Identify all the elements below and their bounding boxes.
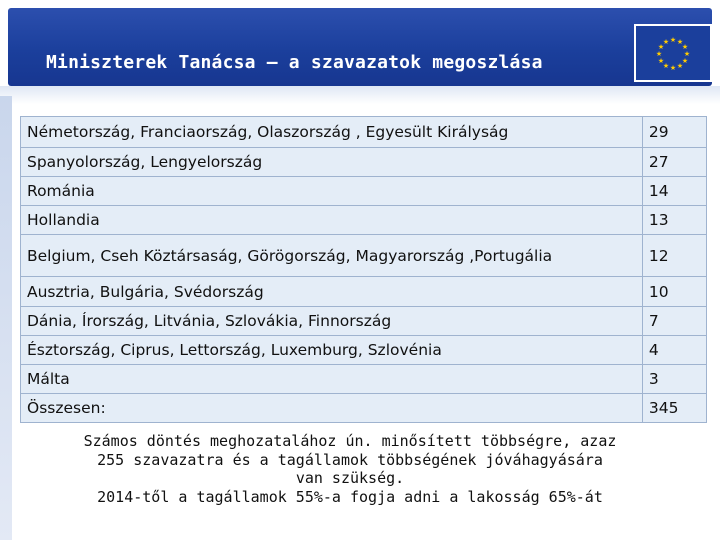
svg-text:★: ★	[657, 57, 665, 65]
votes-cell: 12	[642, 235, 706, 277]
table-row	[21, 235, 707, 277]
country-cell: Románia	[21, 177, 643, 206]
votes-cell: 10	[642, 277, 706, 307]
table-row	[21, 177, 707, 206]
total-votes-cell: 345	[642, 394, 706, 423]
svg-text:★: ★	[662, 62, 670, 70]
country-cell: Dánia, Írország, Litvánia, Szlovákia, Finnország	[21, 307, 643, 336]
footer-line-2: 255 szavazatra és a tagállamok többségének jóváhagyására	[97, 450, 603, 469]
country-cell: Németország, Franciaország, Olaszország , Egyesült Királyság	[21, 117, 643, 148]
country-cell: Észtország, Ciprus, Lettország, Luxemburg, Szlovénia	[21, 336, 643, 365]
table-row	[21, 365, 707, 394]
country-cell: Spanyolország, Lengyelország	[21, 148, 643, 177]
svg-text:★: ★	[681, 57, 689, 65]
votes-cell: 14	[642, 177, 706, 206]
svg-text:★: ★	[683, 50, 691, 58]
country-cell: Ausztria, Bulgária, Svédország	[21, 277, 643, 307]
votes-cell: 4	[642, 336, 706, 365]
svg-text:★: ★	[655, 50, 663, 58]
footer-line-1: Számos döntés meghozatalához ún. minősített többségre, azaz	[83, 432, 617, 450]
votes-table	[20, 116, 707, 423]
votes-cell: 27	[642, 148, 706, 177]
footer-note	[40, 432, 660, 506]
votes-cell: 13	[642, 206, 706, 235]
votes-cell: 29	[642, 117, 706, 148]
table-row-total	[21, 394, 707, 423]
page-title: Miniszterek Tanácsa – a szavazatok megoszlása	[46, 52, 543, 73]
table-row	[21, 148, 707, 177]
title-banner	[8, 8, 712, 86]
country-cell: Málta	[21, 365, 643, 394]
footer-line-3: van szükség.	[295, 469, 405, 487]
total-label-cell: Összesen:	[21, 394, 643, 423]
eu-stars-icon	[636, 26, 710, 80]
svg-text:★: ★	[657, 43, 665, 51]
svg-text:★: ★	[681, 43, 689, 51]
svg-text:★: ★	[662, 38, 670, 46]
table-row	[21, 206, 707, 235]
footer-line-4: 2014-től a tagállamok 55%-a fogja adni a lakosság 65%-át	[97, 487, 603, 506]
country-cell: Belgium, Cseh Köztársaság, Görögország, Magyarország ,Portugália	[21, 235, 643, 277]
country-cell: Hollandia	[21, 206, 643, 235]
header-shadow	[0, 86, 720, 104]
votes-cell: 7	[642, 307, 706, 336]
table-row	[21, 307, 707, 336]
table-row	[21, 336, 707, 365]
votes-cell: 3	[642, 365, 706, 394]
left-decorative-strip	[0, 96, 12, 540]
svg-text:★: ★	[676, 62, 684, 70]
table-row	[21, 277, 707, 307]
svg-text:★: ★	[669, 64, 677, 72]
table-row	[21, 117, 707, 148]
svg-text:★: ★	[669, 36, 677, 44]
eu-flag-icon	[634, 24, 712, 82]
svg-text:★: ★	[676, 38, 684, 46]
